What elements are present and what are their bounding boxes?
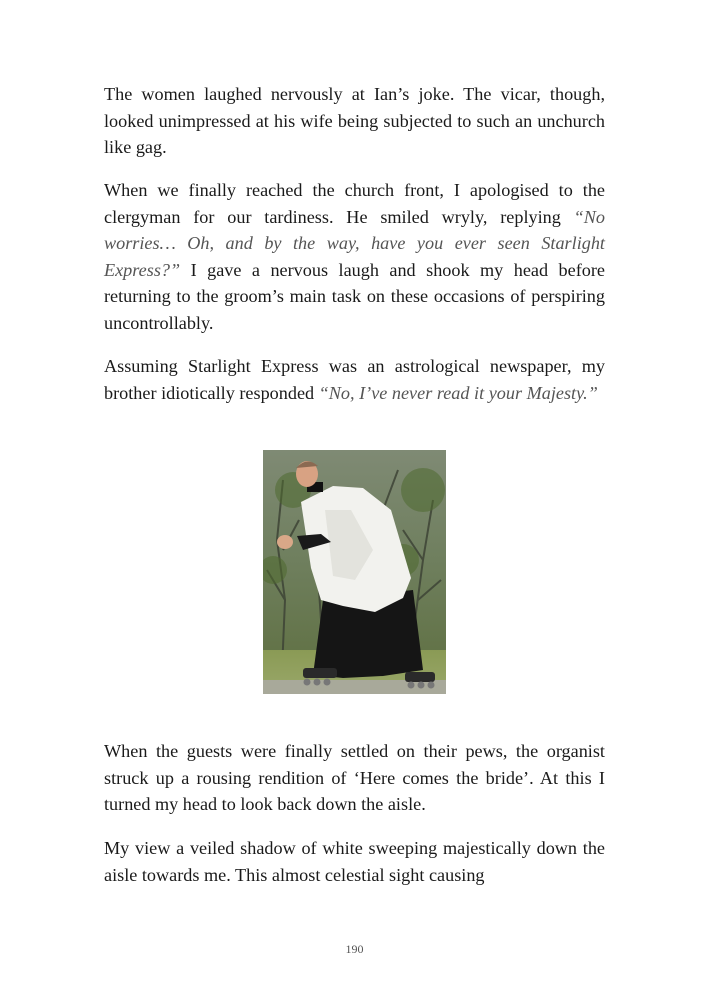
paragraph-3-text: Assuming Starlight Express was an astrological newspaper, my brother idiotically responded (104, 356, 605, 403)
rollerblading-vicar-photo (263, 450, 446, 694)
paragraph-4-text: When the guests were finally settled on their pews, the organist struck up a rousing rendition of ‘Here comes the bride’. At this I turned my head to look back down the aisle. (104, 741, 605, 815)
vicar-quote: “No worries… Oh, and by the way, have you ever seen Starlight Express?” (104, 206, 605, 280)
paragraph-1 (104, 81, 605, 161)
paragraph-1-text: The women laughed nervously at Ian’s joke. The vicar, though, looked unimpressed at his wife being subjected to such an unchurch like gag. (104, 84, 605, 158)
paragraph-2 (104, 177, 605, 337)
brother-quote: “No, I’ve never read it your Majesty.” (318, 382, 598, 403)
paragraph-4 (104, 738, 605, 818)
paragraph-5 (104, 835, 605, 888)
paragraph-3 (104, 353, 605, 406)
paragraph-2-text-b: I gave a nervous laugh and shook my head before returning to the groom’s main task on these occasions of perspiring uncontrollably. (104, 259, 605, 333)
paragraph-5-text: My view a veiled shadow of white sweeping majestically down the aisle towards me. This almost celestial sight causing (104, 838, 605, 885)
page-number: 190 (345, 942, 364, 956)
paragraph-2-text-a: When we finally reached the church front, I apologised to the clergyman for our tardiness. He smiled wryly, replying (104, 180, 605, 227)
